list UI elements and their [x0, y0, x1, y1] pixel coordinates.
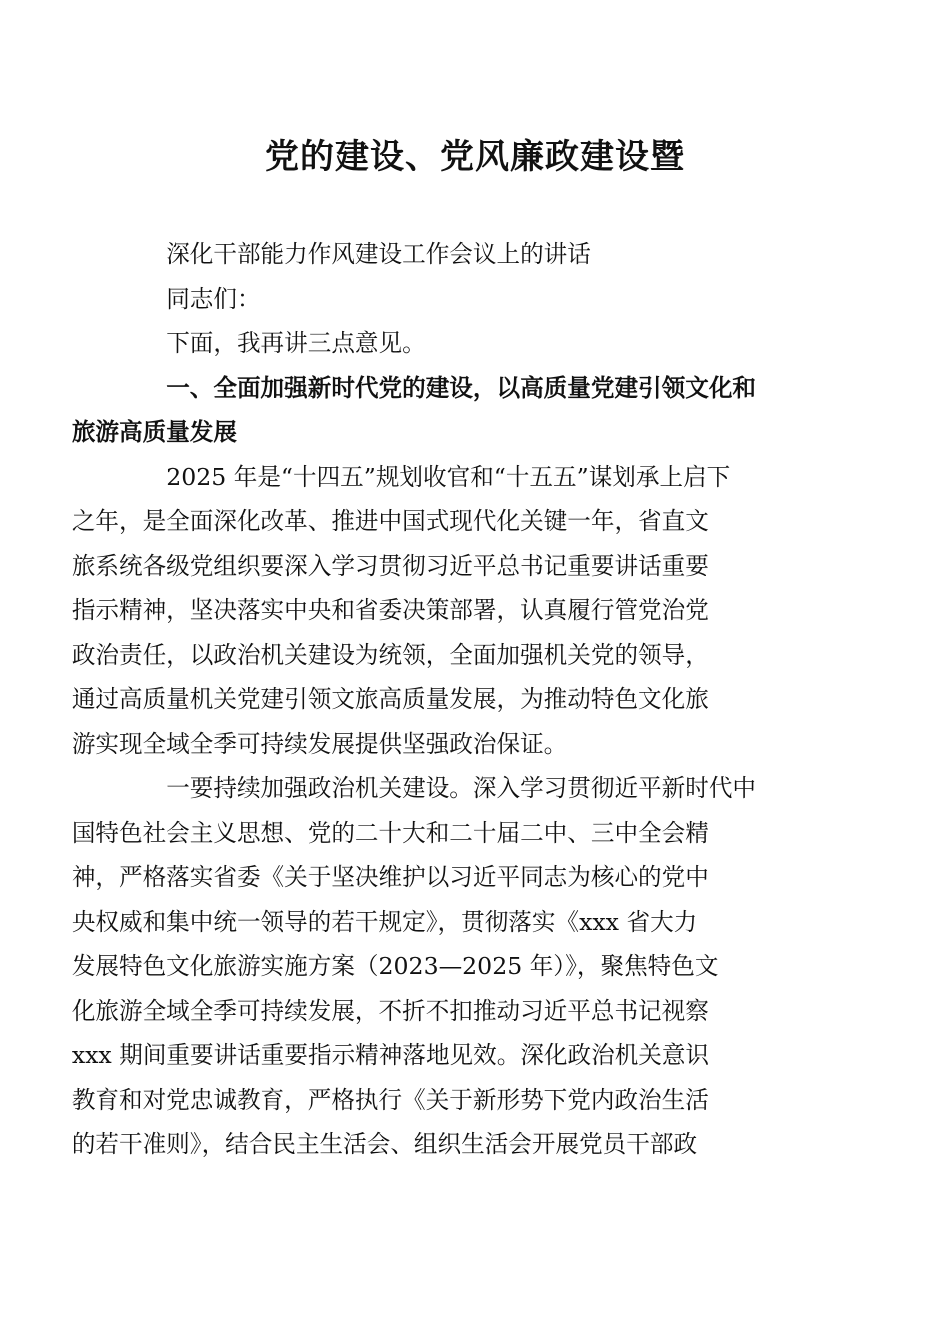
- paragraph-line: 之年，是全面深化改革、推进中国式现代化关键一年，省直文: [71, 507, 709, 535]
- body-paragraph-2: [71, 766, 827, 1167]
- paragraph-line: 游实现全域全季可持续发展提供坚强政治保证。: [71, 729, 568, 758]
- heading-line: 旅游高质量发展: [71, 418, 237, 446]
- paragraph-line: 的若干准则》，结合民主生活会、组织生活会开展党员干部政: [71, 1130, 698, 1158]
- body-paragraph-1: [71, 455, 827, 767]
- paragraph-line: 发展特色文化旅游实施方案（2023—2025 年）》，聚焦特色文: [71, 952, 719, 980]
- paragraph-line: 旅系统各级党组织要深入学习贯彻习近平总书记重要讲话重要: [71, 551, 709, 580]
- subtitle-paragraph: [119, 232, 827, 277]
- paragraph-line: 央权威和集中统一领导的若干规定》，贯彻落实《xxx 省大力: [71, 907, 698, 936]
- paragraph-line: 化旅游全域全季可持续发展，不折不扣推动习近平总书记视察: [71, 996, 709, 1025]
- paragraph-line: 政治责任，以政治机关建设为统领，全面加强机关党的领导，: [71, 640, 709, 669]
- paragraph-line: xxx 期间重要讲话重要指示精神落地见效。深化政治机关意识: [71, 1041, 710, 1069]
- intro-paragraph: [119, 321, 827, 366]
- paragraph-line: 通过高质量机关党建引领文旅高质量发展，为推动特色文化旅: [71, 685, 709, 713]
- paragraph-line: 教育和对党忠诚教育，严格执行《关于新形势下党内政治生活: [71, 1085, 709, 1114]
- salutation-paragraph: [119, 277, 827, 322]
- section-heading-1: [71, 366, 827, 455]
- paragraph-line: 一要持续加强政治机关建设。深入学习贯彻近平新时代中: [166, 774, 757, 802]
- paragraph-line: 2025 年是“十四五”规划收官和“十五五”谋划承上启下: [166, 462, 731, 491]
- intro-line: 下面，我再讲三点意见。: [166, 329, 426, 357]
- paragraph-line: 国特色社会主义思想、党的二十大和二十届二中、三中全会精: [71, 818, 709, 847]
- paragraph-line: 神，严格落实省委《关于坚决维护以习近平同志为核心的党中: [71, 863, 709, 891]
- heading-line: 一、全面加强新时代党的建设，以高质量党建引领文化和: [166, 373, 757, 402]
- document-body: [71, 232, 827, 1167]
- subtitle-line: 深化干部能力作风建设工作会议上的讲话: [166, 240, 591, 268]
- paragraph-line: 指示精神，坚决落实中央和省委决策部署，认真履行管党治党: [71, 596, 709, 624]
- document-title: 党的建设、党风廉政建设暨: [265, 137, 685, 177]
- salutation-line: 同志们：: [166, 284, 261, 313]
